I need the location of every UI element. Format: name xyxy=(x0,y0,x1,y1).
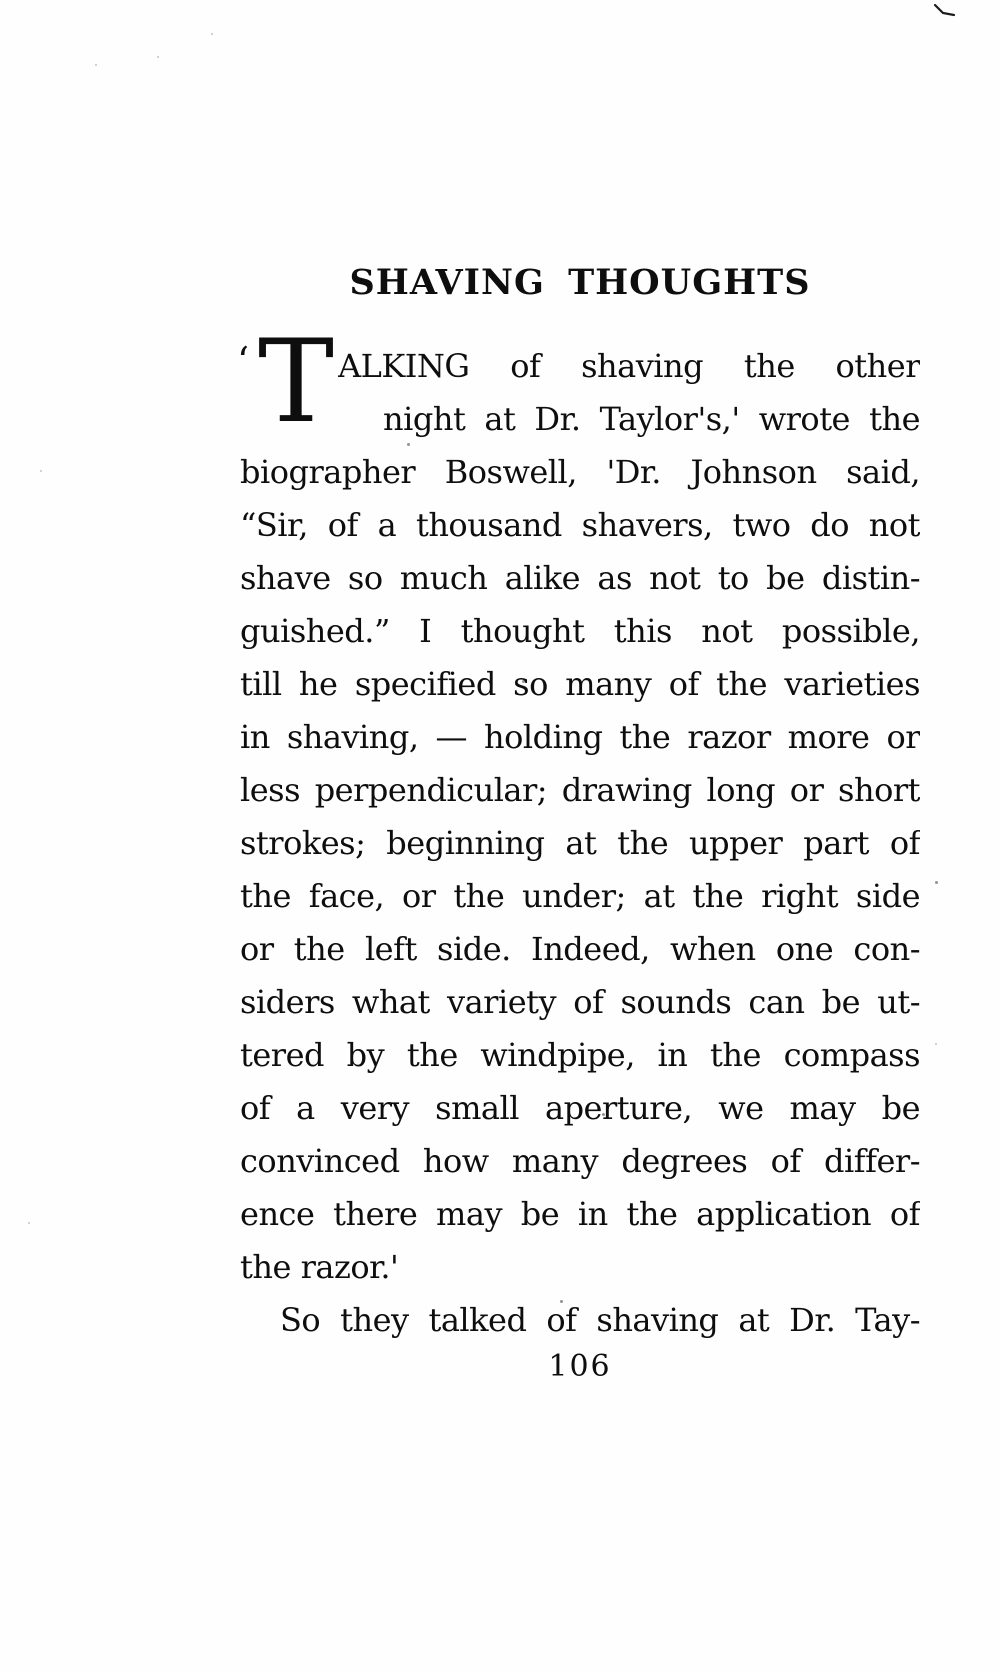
text-line: ence there may be in the application of xyxy=(240,1195,920,1233)
text-line: or the left side. Indeed, when one con- xyxy=(240,930,920,968)
text-line: biographer Boswell, 'Dr. Johnson said, xyxy=(240,453,920,491)
text-line: night at Dr. Taylor's,' wrote the xyxy=(383,400,920,438)
text-line: guished.” I thought this not possible, xyxy=(240,612,920,650)
text-line: in shaving, — holding the razor more or xyxy=(240,718,920,756)
text-line: siders what variety of sounds can be ut- xyxy=(240,983,920,1021)
text-line: tered by the windpipe, in the compass xyxy=(240,1036,920,1074)
drop-cap-letter: T xyxy=(258,315,335,448)
text-line: strokes; beginning at the upper part of xyxy=(240,824,920,862)
text-line: of a very small aperture, we may be xyxy=(240,1089,920,1127)
text-line: the razor.' xyxy=(240,1248,399,1286)
scan-speck xyxy=(28,1222,30,1224)
scan-speck xyxy=(95,64,97,66)
drop-cap-open-quote: ‘ xyxy=(237,339,250,383)
text-line: shave so much alike as not to be distin- xyxy=(240,559,920,597)
text-line: less perpendicular; drawing long or short xyxy=(240,771,920,809)
scan-speck xyxy=(40,470,42,472)
paragraph-2 xyxy=(240,1294,920,1347)
text-line: “Sir, of a thousand shavers, two do not xyxy=(240,506,920,544)
text-line: the face, or the under; at the right side xyxy=(240,877,920,915)
text-line: So they talked of shaving at Dr. Tay- xyxy=(280,1301,920,1339)
scan-squiggle-mark xyxy=(932,3,958,19)
text-line: till he specified so many of the varieties xyxy=(240,665,920,703)
scan-speck xyxy=(157,56,159,58)
scan-speck xyxy=(935,881,938,884)
text-line: convinced how many degrees of differ- xyxy=(240,1142,920,1180)
page-number: 106 xyxy=(548,1349,612,1384)
paragraph-1 xyxy=(240,340,920,1294)
page-title: SHAVING THOUGHTS xyxy=(349,262,811,303)
scan-speck xyxy=(211,33,213,35)
scan-speck xyxy=(935,1043,937,1045)
body-text xyxy=(237,315,920,1347)
text-line: ALKING of shaving the other xyxy=(338,347,920,385)
